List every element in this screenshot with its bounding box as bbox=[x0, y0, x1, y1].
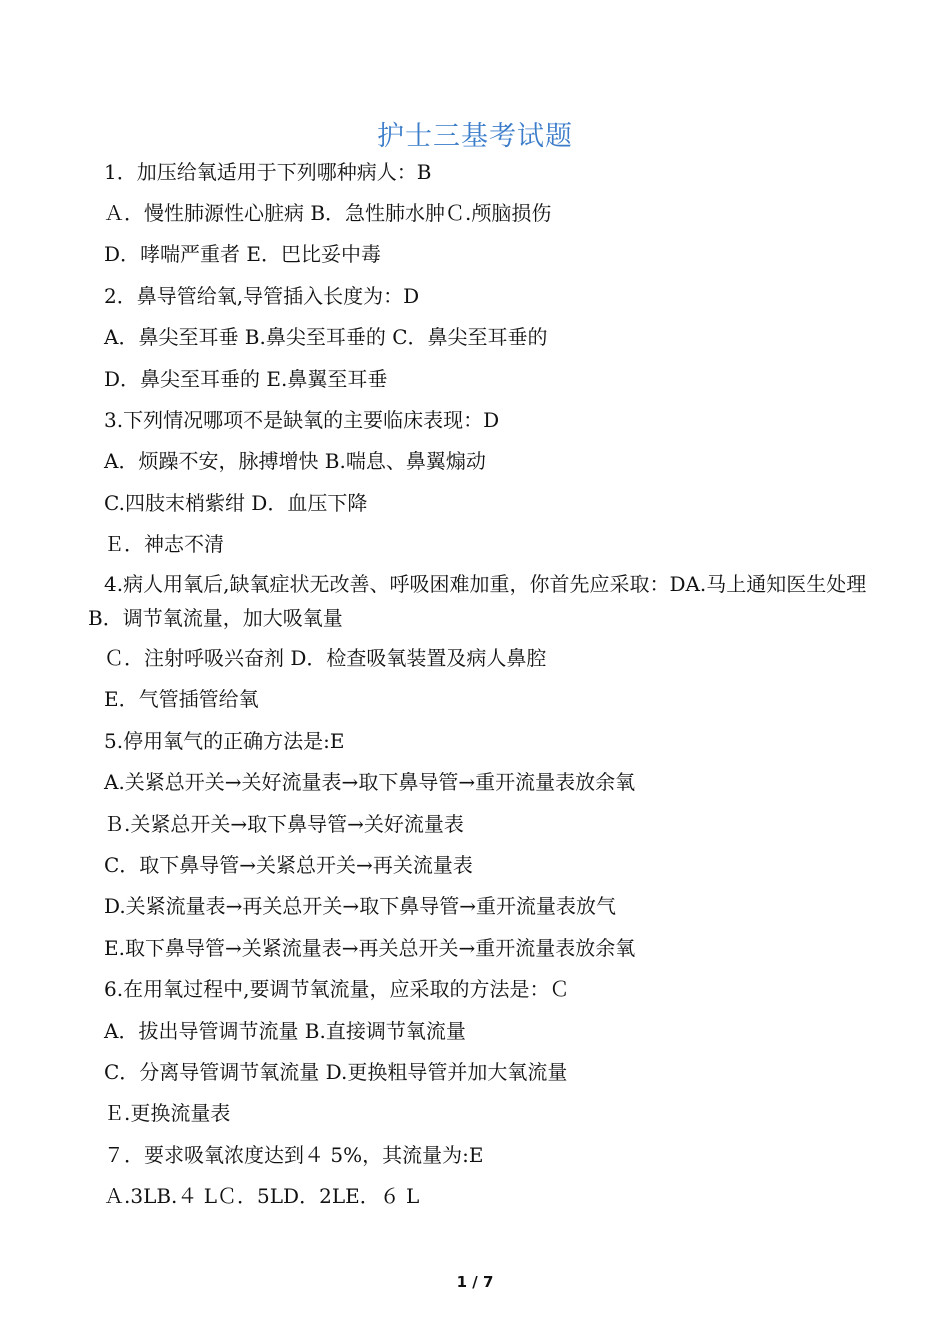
question-4-options-c-d: Ｃ．注射呼吸兴奋剂 D．检查吸氧装置及病人鼻腔 bbox=[104, 646, 547, 670]
question-6-option-e: Ｅ.更换流量表 bbox=[104, 1101, 231, 1125]
question-5-option-a: A.关紧总开关→关好流量表→取下鼻导管→重开流量表放余氧 bbox=[104, 770, 636, 794]
question-5-option-b: Ｂ.关紧总开关→取下鼻导管→关好流量表 bbox=[104, 812, 464, 836]
question-3-options-c-d: C.四肢末梢紫绀 D．血压下降 bbox=[104, 491, 368, 515]
question-5-option-d: D.关紧流量表→再关总开关→取下鼻导管→重开流量表放气 bbox=[104, 894, 616, 918]
question-2-stem: 2．鼻导管给氧,导管插入长度为：D bbox=[104, 284, 420, 308]
question-3-stem: 3.下列情况哪项不是缺氧的主要临床表现：D bbox=[104, 408, 500, 432]
question-5-option-e: E.取下鼻导管→关紧流量表→再关总开关→重开流量表放余氧 bbox=[104, 936, 636, 960]
page-number: 1 / 7 bbox=[456, 1273, 494, 1291]
question-6-options-c-d: C．分离导管调节氧流量 D.更换粗导管并加大氧流量 bbox=[104, 1060, 568, 1084]
question-7-options: Ａ.3LB.４ LＣ．5LD．2LE．６ L bbox=[104, 1184, 420, 1208]
question-3-option-e: Ｅ．神志不清 bbox=[104, 532, 224, 556]
question-1-options-d-e: D．哮喘严重者 E．巴比妥中毒 bbox=[104, 242, 381, 266]
page-title: 护士三基考试题 bbox=[377, 121, 573, 152]
question-1-stem: 1．加压给氧适用于下列哪种病人：B bbox=[104, 160, 432, 184]
question-2-options-d-e: D．鼻尖至耳垂的 E.鼻翼至耳垂 bbox=[104, 367, 388, 391]
question-1-options-a-c: Ａ．慢性肺源性心脏病 B．急性肺水肿Ｃ.颅脑损伤 bbox=[104, 201, 552, 225]
question-4-option-e: E．气管插管给氧 bbox=[104, 687, 259, 711]
question-3-options-a-b: A．烦躁不安，脉搏增快 B.喘息、鼻翼煽动 bbox=[104, 449, 486, 473]
question-6-options-a-b: A．拔出导管调节流量 B.直接调节氧流量 bbox=[104, 1019, 466, 1043]
question-2-options-a-c: A．鼻尖至耳垂 B.鼻尖至耳垂的 C．鼻尖至耳垂的 bbox=[104, 325, 548, 349]
question-5-stem: 5.停用氧气的正确方法是:E bbox=[104, 729, 345, 753]
question-6-stem: 6.在用氧过程中,要调节氧流量，应采取的方法是：Ｃ bbox=[104, 977, 570, 1001]
question-7-stem: ７．要求吸氧浓度达到４ 5%，其流量为:E bbox=[104, 1143, 484, 1167]
question-4-stem: 4.病人用氧后,缺氧症状无改善、呼吸困难加重，你首先应采取：DA.马上通知医生处理 B．调节氧流量，加大吸氧量 bbox=[88, 572, 867, 630]
question-5-option-c: C．取下鼻导管→关紧总开关→再关流量表 bbox=[104, 853, 473, 877]
